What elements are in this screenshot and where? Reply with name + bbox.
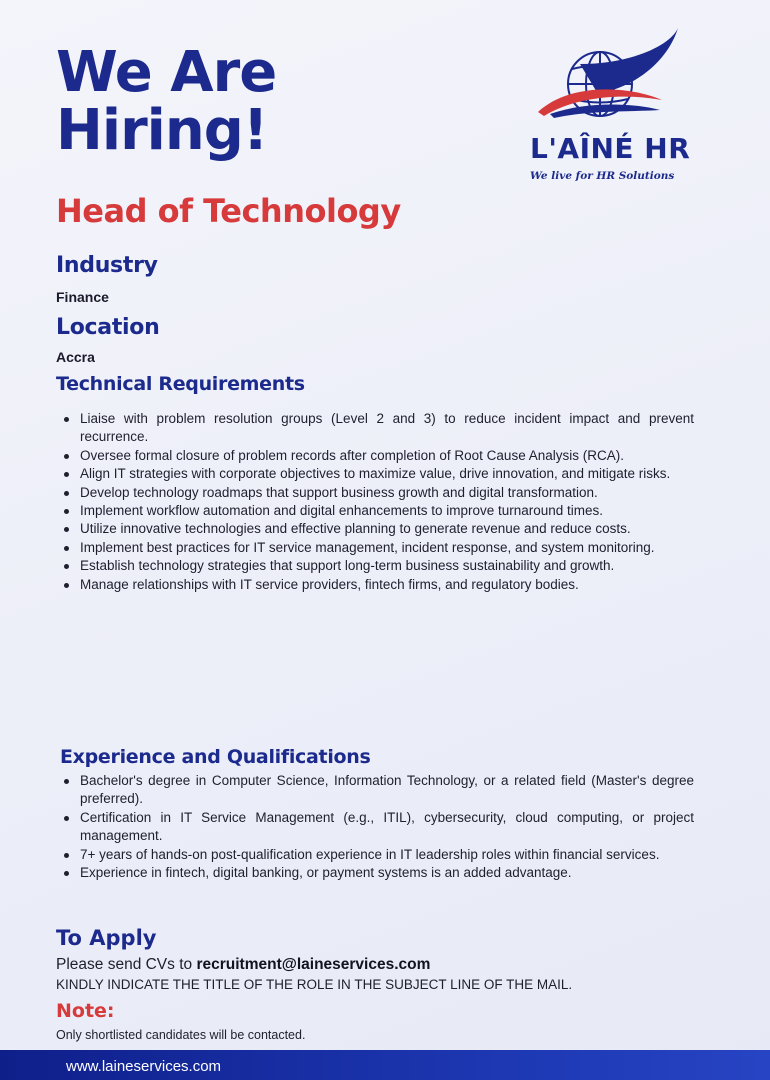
list-item: Implement workflow automation and digital enhancements to improve turnaround times. <box>62 502 694 520</box>
list-item: Establish technology strategies that support long-term business sustainability and growth. <box>62 557 694 575</box>
experience-heading: Experience and Qualifications <box>60 746 371 768</box>
list-item: Bachelor's degree in Computer Science, Information Technology, or a related field (Master's degree preferred). <box>62 772 694 809</box>
technical-requirements-heading: Technical Requirements <box>56 373 305 395</box>
headline-line-1: We Are <box>56 40 277 105</box>
globe-swoosh-logo-icon <box>520 24 700 194</box>
logo-tagline: We live for HR Solutions <box>530 170 675 182</box>
footer-bar <box>0 1050 770 1080</box>
note-text: Only shortlisted candidates will be contacted. <box>56 1028 306 1042</box>
location-value: Accra <box>56 349 95 365</box>
headline-line-2: Hiring! <box>56 98 268 163</box>
list-item: Certification in IT Service Management (e.g., ITIL), cybersecurity, cloud computing, or project management. <box>62 809 694 846</box>
list-item: 7+ years of hands-on post-qualification experience in IT leadership roles within financial services. <box>62 846 694 864</box>
apply-email-link[interactable]: recruitment@laineservices.com <box>196 956 431 973</box>
list-item: Align IT strategies with corporate objectives to maximize value, drive innovation, and mitigate risks. <box>62 465 694 483</box>
logo-brand-name: L'AÎNÉ HR <box>530 132 691 165</box>
list-item: Liaise with problem resolution groups (Level 2 and 3) to reduce incident impact and prevent recurrence. <box>62 410 694 447</box>
list-item: Manage relationships with IT service providers, fintech firms, and regulatory bodies. <box>62 576 694 594</box>
experience-list <box>62 772 694 882</box>
hiring-headline <box>56 40 277 163</box>
list-item: Implement best practices for IT service management, incident response, and system monitoring. <box>62 539 694 557</box>
list-item: Utilize innovative technologies and effective planning to generate revenue and reduce costs. <box>62 520 694 538</box>
list-item: Experience in fintech, digital banking, or payment systems is an added advantage. <box>62 864 694 882</box>
technical-requirements-list <box>62 410 694 594</box>
list-item: Develop technology roadmaps that support business growth and digital transformation. <box>62 484 694 502</box>
industry-heading: Industry <box>56 253 158 278</box>
website-link[interactable]: www.laineservices.com <box>66 1058 222 1075</box>
subject-line-instruction: KINDLY INDICATE THE TITLE OF THE ROLE IN THE SUBJECT LINE OF THE MAIL. <box>56 977 573 992</box>
to-apply-heading: To Apply <box>56 926 157 950</box>
industry-value: Finance <box>56 289 109 305</box>
job-title: Head of Technology <box>56 192 401 230</box>
list-item: Oversee formal closure of problem records after completion of Root Cause Analysis (RCA). <box>62 447 694 465</box>
location-heading: Location <box>56 315 160 340</box>
apply-send-text: Please send CVs to <box>56 956 197 973</box>
apply-instructions <box>56 956 430 974</box>
note-heading: Note: <box>56 1000 115 1022</box>
